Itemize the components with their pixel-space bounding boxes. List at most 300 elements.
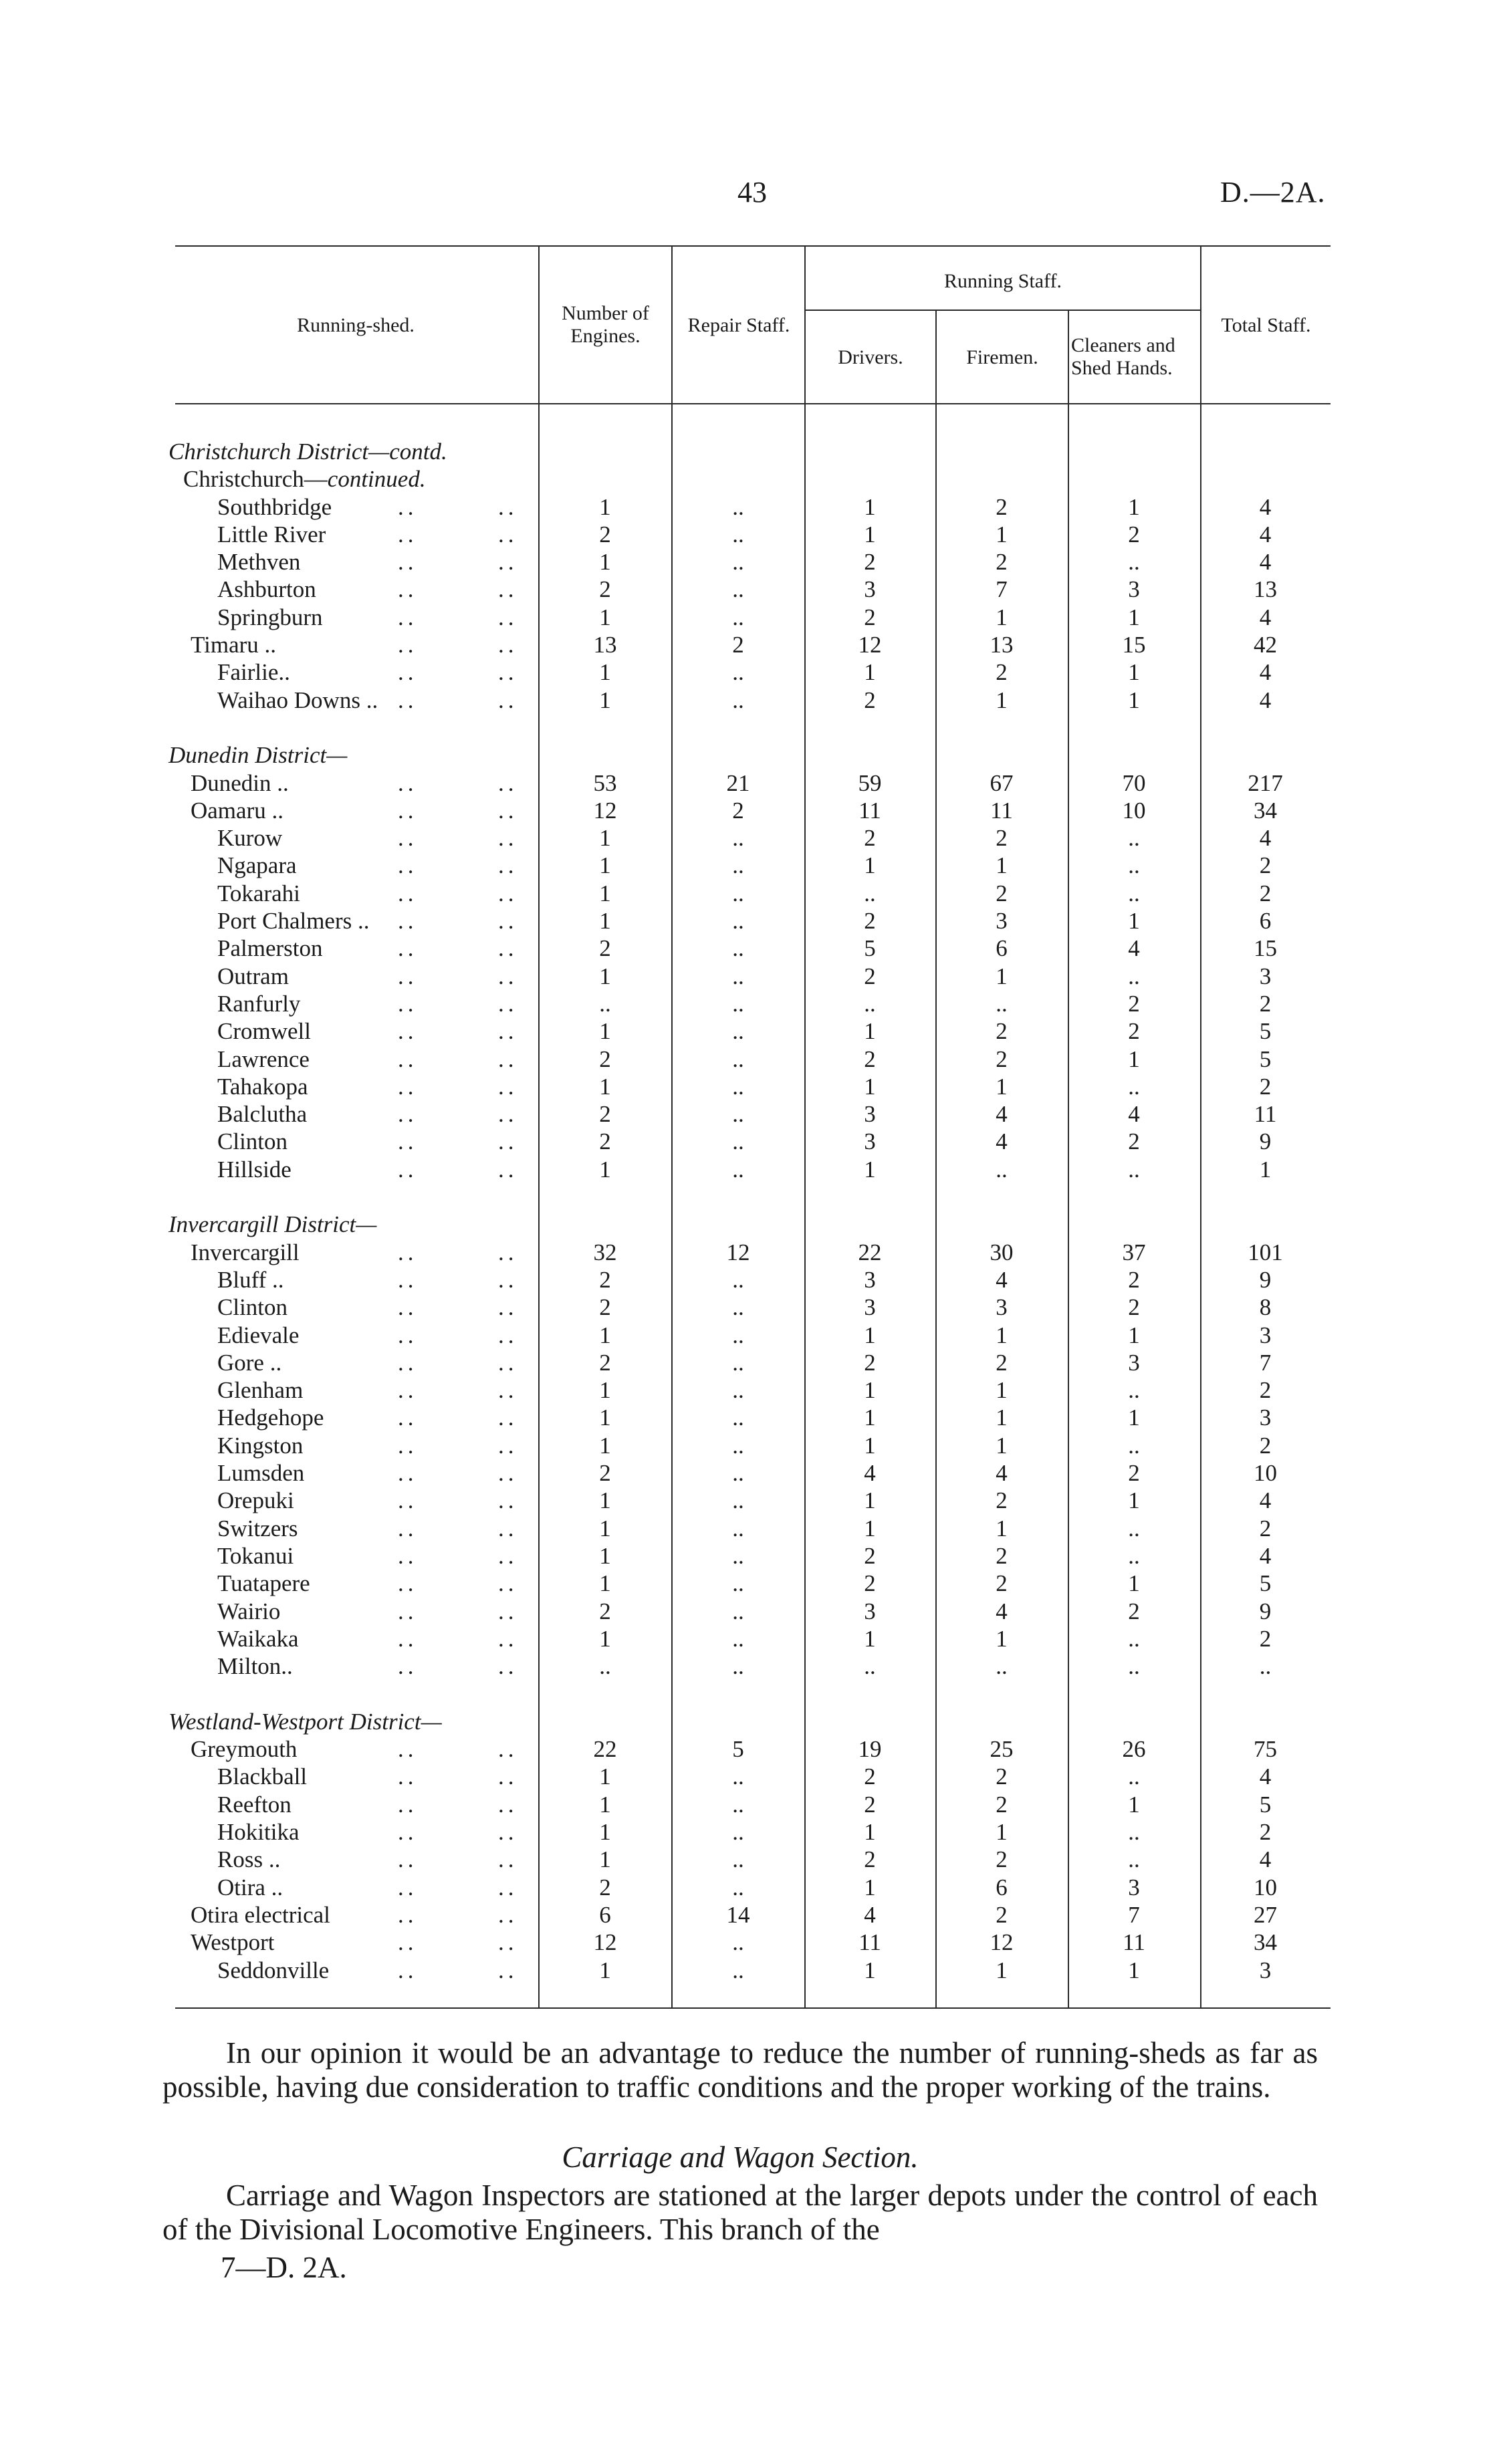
repair-cell: ..	[732, 1487, 744, 1513]
total-cell: 15	[1254, 935, 1277, 961]
drivers-cell: 59	[858, 770, 882, 796]
firemen-cell: 7	[996, 576, 1008, 602]
table-row	[0, 1874, 1501, 1901]
header-bottom-rule	[175, 403, 1331, 404]
total-cell: 9	[1259, 1598, 1272, 1624]
total-cell: 4	[1259, 1487, 1272, 1513]
cleaners-cell: 2	[1128, 1460, 1140, 1486]
leader-dots: ..	[398, 1377, 418, 1403]
cleaners-cell: 2	[1128, 1294, 1140, 1320]
total-cell: 3	[1259, 1957, 1272, 1983]
total-cell: 11	[1254, 1101, 1277, 1127]
total-cell: 34	[1254, 1929, 1277, 1955]
firemen-cell: 2	[996, 659, 1008, 685]
table-row	[0, 493, 1501, 521]
leader-dots: ..	[498, 991, 518, 1017]
engines-cell: 22	[593, 1736, 617, 1762]
engines-cell: 1	[599, 1018, 611, 1044]
running-shed-name: Bluff ..	[217, 1267, 284, 1293]
leader-dots: ..	[398, 1846, 418, 1872]
firemen-cell: 2	[996, 1570, 1008, 1596]
engines-cell: 2	[599, 1598, 611, 1624]
table-row	[0, 1322, 1501, 1349]
running-shed-name: Ashburton	[217, 576, 316, 602]
running-shed-name: Methven	[217, 549, 301, 575]
drivers-cell: 1	[864, 1957, 876, 1983]
total-cell: 2	[1259, 1377, 1272, 1403]
repair-cell: 2	[732, 797, 744, 824]
total-cell: 6	[1259, 908, 1272, 934]
table-row	[0, 1266, 1501, 1293]
table-row	[0, 1929, 1501, 1956]
drivers-cell: 2	[864, 1046, 876, 1072]
drivers-cell: 1	[864, 1404, 876, 1431]
engines-cell: 1	[599, 908, 611, 934]
district-heading-row	[0, 1708, 1501, 1735]
firemen-cell: 2	[996, 825, 1008, 851]
firemen-cell: 1	[996, 1404, 1008, 1431]
total-cell: 9	[1259, 1267, 1272, 1293]
firemen-cell: 4	[996, 1128, 1008, 1154]
repair-cell: ..	[732, 852, 744, 878]
engines-cell: 2	[599, 521, 611, 547]
engines-cell: 1	[599, 1792, 611, 1818]
leader-dots: ..	[398, 1046, 418, 1072]
total-cell: 2	[1259, 852, 1272, 878]
total-cell: 3	[1259, 963, 1272, 989]
drivers-cell: 1	[864, 659, 876, 685]
sub-district-name: Christchurch—	[183, 466, 328, 492]
leader-dots: ..	[498, 1957, 518, 1983]
engines-cell: 1	[599, 687, 611, 713]
engines-cell: 2	[599, 576, 611, 602]
drivers-cell: 3	[864, 576, 876, 602]
table-row	[0, 1957, 1501, 1984]
leader-dots: ..	[498, 659, 518, 685]
running-shed-name: Hedgehope	[217, 1404, 324, 1431]
leader-dots: ..	[398, 659, 418, 685]
firemen-cell: 1	[996, 1433, 1008, 1459]
header-drivers: Drivers.	[838, 346, 903, 368]
drivers-cell: 11	[858, 797, 881, 824]
drivers-cell: 2	[864, 1763, 876, 1790]
table-row	[0, 1846, 1501, 1873]
drivers-cell: 1	[864, 1018, 876, 1044]
drivers-cell: 1	[864, 1626, 876, 1652]
header-firemen: Firemen.	[966, 346, 1038, 368]
firemen-cell: 2	[996, 1018, 1008, 1044]
repair-cell: ..	[732, 576, 744, 602]
drivers-cell: 1	[864, 1819, 876, 1845]
drivers-cell: 3	[864, 1598, 876, 1624]
leader-dots: ..	[398, 1074, 418, 1100]
leader-dots: ..	[498, 1322, 518, 1348]
drivers-cell: 2	[864, 825, 876, 851]
leader-dots: ..	[398, 797, 418, 824]
leader-dots: ..	[398, 1433, 418, 1459]
leader-dots: ..	[398, 1957, 418, 1983]
drivers-cell: 3	[864, 1101, 876, 1127]
leader-dots: ..	[398, 1543, 418, 1569]
repair-cell: ..	[732, 1929, 744, 1955]
firemen-cell: 1	[996, 1819, 1008, 1845]
leader-dots: ..	[498, 1377, 518, 1403]
repair-cell: ..	[732, 1377, 744, 1403]
leader-dots: ..	[498, 825, 518, 851]
table-row	[0, 935, 1501, 962]
repair-cell: ..	[732, 1819, 744, 1845]
leader-dots: ..	[498, 1267, 518, 1293]
cleaners-cell: 11	[1123, 1929, 1145, 1955]
running-shed-name: Otira electrical	[191, 1902, 330, 1928]
table-row	[0, 1901, 1501, 1929]
cleaners-cell: 7	[1128, 1902, 1140, 1928]
leader-dots: ..	[498, 770, 518, 796]
total-cell: 2	[1259, 1819, 1272, 1845]
drivers-cell: 4	[864, 1902, 876, 1928]
firemen-cell: 2	[996, 494, 1008, 520]
paragraph-text: Carriage and Wagon Inspectors are stationed at the larger depots under the control of each of the Divisional Locomotive Engineers. This branch of the	[162, 2179, 1318, 2246]
drivers-cell: ..	[864, 880, 876, 906]
firemen-cell: 1	[996, 1515, 1008, 1542]
running-shed-name: Tahakopa	[217, 1074, 308, 1100]
drivers-cell: ..	[864, 991, 876, 1017]
leader-dots: ..	[398, 770, 418, 796]
firemen-cell: 1	[996, 963, 1008, 989]
running-staff-rule	[806, 310, 1200, 311]
drivers-cell: 22	[858, 1239, 882, 1265]
leader-dots: ..	[498, 1846, 518, 1872]
engines-cell: 2	[599, 1267, 611, 1293]
engines-cell: 1	[599, 1404, 611, 1431]
total-cell: 217	[1248, 770, 1283, 796]
running-shed-name: Seddonville	[217, 1957, 330, 1983]
table-row	[0, 1625, 1501, 1652]
cleaners-cell: ..	[1128, 1074, 1140, 1100]
drivers-cell: 4	[864, 1460, 876, 1486]
cleaners-cell: ..	[1128, 1626, 1140, 1652]
total-cell: 5	[1259, 1046, 1272, 1072]
repair-cell: ..	[732, 1128, 744, 1154]
cleaners-cell: 2	[1128, 991, 1140, 1017]
running-shed-name: Waihao Downs ..	[217, 687, 378, 713]
repair-cell: ..	[732, 963, 744, 989]
cleaners-cell: 10	[1122, 797, 1146, 824]
engines-cell: 1	[599, 825, 611, 851]
firemen-cell: 11	[990, 797, 1013, 824]
total-cell: 10	[1254, 1874, 1277, 1900]
drivers-cell: 19	[858, 1736, 882, 1762]
running-shed-name: Palmerston	[217, 935, 323, 961]
engines-cell: 2	[599, 1874, 611, 1900]
total-cell: 27	[1254, 1902, 1277, 1928]
leader-dots: ..	[498, 1515, 518, 1542]
table-row	[0, 604, 1501, 631]
engines-cell: 1	[599, 604, 611, 630]
cleaners-cell: 4	[1128, 1101, 1140, 1127]
repair-cell: ..	[732, 825, 744, 851]
table-row	[0, 990, 1501, 1017]
running-shed-name: Hillside	[217, 1156, 292, 1183]
page-number: 43	[737, 176, 767, 209]
firemen-cell: 1	[996, 521, 1008, 547]
leader-dots: ..	[398, 1626, 418, 1652]
engines-cell: 2	[599, 1128, 611, 1154]
engines-cell: ..	[599, 991, 611, 1017]
drivers-cell: 1	[864, 1515, 876, 1542]
cleaners-cell: 1	[1128, 1792, 1140, 1818]
engines-cell: 1	[599, 1957, 611, 1983]
running-shed-name: Tuatapere	[217, 1570, 310, 1596]
leader-dots: ..	[398, 825, 418, 851]
drivers-cell: 2	[864, 963, 876, 989]
drivers-cell: 1	[864, 1156, 876, 1183]
engines-cell: 1	[599, 963, 611, 989]
cleaners-cell: ..	[1128, 1846, 1140, 1872]
total-cell: 3	[1259, 1404, 1272, 1431]
table-row	[0, 521, 1501, 548]
leader-dots: ..	[398, 1267, 418, 1293]
firemen-cell: 1	[996, 1377, 1008, 1403]
firemen-cell: 1	[996, 1074, 1008, 1100]
running-shed-name: Switzers	[217, 1515, 298, 1542]
repair-cell: ..	[732, 991, 744, 1017]
table-row	[0, 631, 1501, 658]
engines-cell: 2	[599, 1460, 611, 1486]
leader-dots: ..	[398, 1515, 418, 1542]
engines-cell: 12	[593, 797, 617, 824]
table-row	[0, 824, 1501, 852]
leader-dots: ..	[398, 1792, 418, 1818]
table-row	[0, 880, 1501, 907]
running-shed-name: Milton..	[217, 1653, 293, 1679]
drivers-cell: 2	[864, 1543, 876, 1569]
table-row	[0, 1293, 1501, 1321]
leader-dots: ..	[498, 1902, 518, 1928]
total-cell: 10	[1254, 1460, 1277, 1486]
repair-cell: ..	[732, 1350, 744, 1376]
leader-dots: ..	[498, 576, 518, 602]
document-reference: D.—2A.	[1220, 176, 1326, 209]
table-row	[0, 576, 1501, 603]
engines-cell: 1	[599, 1074, 611, 1100]
cleaners-cell: 3	[1128, 1350, 1140, 1376]
cleaners-cell: ..	[1128, 1819, 1140, 1845]
leader-dots: ..	[398, 687, 418, 713]
running-shed-name: Reefton	[217, 1792, 292, 1818]
engines-cell: 1	[599, 1487, 611, 1513]
total-cell: 4	[1259, 604, 1272, 630]
firemen-cell: 2	[996, 1846, 1008, 1872]
engines-cell: 1	[599, 1626, 611, 1652]
drivers-cell: 2	[864, 1792, 876, 1818]
cleaners-cell: 4	[1128, 935, 1140, 961]
running-shed-name: Clinton	[217, 1128, 288, 1154]
firemen-cell: 4	[996, 1460, 1008, 1486]
running-shed-name: Hokitika	[217, 1819, 300, 1845]
leader-dots: ..	[398, 632, 418, 658]
repair-cell: ..	[732, 1543, 744, 1569]
repair-cell: ..	[732, 1101, 744, 1127]
cleaners-cell: ..	[1128, 963, 1140, 989]
cleaners-cell: ..	[1128, 1763, 1140, 1790]
table-row	[0, 963, 1501, 990]
repair-cell: ..	[732, 1074, 744, 1100]
table-row	[0, 1570, 1501, 1597]
leader-dots: ..	[398, 576, 418, 602]
table-row	[0, 1404, 1501, 1431]
running-shed-name: Ngapara	[217, 852, 297, 878]
firemen-cell: 67	[990, 770, 1014, 796]
table-row	[0, 1763, 1501, 1790]
firemen-cell: 1	[996, 852, 1008, 878]
leader-dots: ..	[398, 1322, 418, 1348]
cleaners-cell: 1	[1128, 1046, 1140, 1072]
leader-dots: ..	[398, 1128, 418, 1154]
signature-mark: 7—D. 2A.	[221, 2251, 347, 2284]
header-running-staff: Running Staff.	[943, 270, 1062, 292]
repair-cell: ..	[732, 494, 744, 520]
repair-cell: ..	[732, 1792, 744, 1818]
firemen-cell: ..	[996, 991, 1008, 1017]
cleaners-cell: 15	[1122, 632, 1146, 658]
table-row	[0, 1073, 1501, 1100]
leader-dots: ..	[498, 1487, 518, 1513]
engines-cell: 1	[599, 1377, 611, 1403]
repair-cell: ..	[732, 1046, 744, 1072]
cleaners-cell: 1	[1128, 1570, 1140, 1596]
leader-dots: ..	[398, 1570, 418, 1596]
leader-dots: ..	[398, 1736, 418, 1762]
header-number-of-engines: Number of Engines.	[562, 302, 649, 347]
leader-dots: ..	[498, 494, 518, 520]
total-cell: 5	[1259, 1570, 1272, 1596]
running-shed-name: Wairio	[217, 1598, 281, 1624]
running-shed-name: Cromwell	[217, 1018, 311, 1044]
table-bottom-rule	[175, 2007, 1331, 2009]
cleaners-cell: 2	[1128, 1128, 1140, 1154]
table-row	[0, 1652, 1501, 1680]
cleaners-cell: ..	[1128, 1515, 1140, 1542]
leader-dots: ..	[498, 1046, 518, 1072]
drivers-cell: 1	[864, 521, 876, 547]
repair-cell: ..	[732, 1598, 744, 1624]
running-shed-name: Westland-Westport District—	[168, 1709, 442, 1735]
running-shed-name: Port Chalmers ..	[217, 908, 370, 934]
repair-cell: ..	[732, 1433, 744, 1459]
total-cell: 4	[1259, 521, 1272, 547]
repair-cell: ..	[732, 1322, 744, 1348]
repair-cell: ..	[732, 1294, 744, 1320]
leader-dots: ..	[398, 1239, 418, 1265]
leader-dots: ..	[498, 549, 518, 575]
running-shed-name: Fairlie..	[217, 659, 290, 685]
leader-dots: ..	[498, 1819, 518, 1845]
leader-dots: ..	[498, 1156, 518, 1183]
table-row	[0, 1487, 1501, 1514]
firemen-cell: 2	[996, 549, 1008, 575]
drivers-cell: 1	[864, 494, 876, 520]
running-shed-name: Waikaka	[217, 1626, 299, 1652]
leader-dots: ..	[498, 880, 518, 906]
firemen-cell: 2	[996, 1487, 1008, 1513]
leader-dots: ..	[498, 687, 518, 713]
table-row	[0, 1376, 1501, 1404]
cleaners-cell: 2	[1128, 1267, 1140, 1293]
leader-dots: ..	[498, 908, 518, 934]
engines-cell: 2	[599, 1294, 611, 1320]
table-row	[0, 1156, 1501, 1183]
drivers-cell: 11	[858, 1929, 881, 1955]
total-cell: 2	[1259, 1515, 1272, 1542]
total-cell: 4	[1259, 494, 1272, 520]
leader-dots: ..	[498, 797, 518, 824]
total-cell: 7	[1259, 1350, 1272, 1376]
running-shed-name: Timaru ..	[191, 632, 277, 658]
table-row	[0, 769, 1501, 797]
drivers-cell: 2	[864, 549, 876, 575]
cleaners-cell: 1	[1128, 908, 1140, 934]
running-shed-name: Otira ..	[217, 1874, 283, 1900]
firemen-cell: 2	[996, 1792, 1008, 1818]
leader-dots: ..	[398, 880, 418, 906]
leader-dots: ..	[498, 1792, 518, 1818]
district-heading-row	[0, 741, 1501, 769]
cleaners-cell: 70	[1122, 770, 1146, 796]
repair-cell: ..	[732, 1018, 744, 1044]
drivers-cell: 1	[864, 1487, 876, 1513]
total-cell: 4	[1259, 1763, 1272, 1790]
leader-dots: ..	[498, 1653, 518, 1679]
leader-dots: ..	[498, 1239, 518, 1265]
engines-cell: 2	[599, 1046, 611, 1072]
engines-cell: 2	[599, 1350, 611, 1376]
engines-cell: 1	[599, 1322, 611, 1348]
total-cell: 5	[1259, 1792, 1272, 1818]
firemen-cell: 1	[996, 687, 1008, 713]
firemen-cell: 4	[996, 1101, 1008, 1127]
running-shed-name: Invercargill District—	[168, 1211, 377, 1237]
leader-dots: ..	[498, 1018, 518, 1044]
table-row	[0, 1542, 1501, 1570]
total-cell: 75	[1254, 1736, 1277, 1762]
running-shed-name: Oamaru ..	[191, 797, 283, 824]
leader-dots: ..	[498, 935, 518, 961]
leader-dots: ..	[398, 1294, 418, 1320]
total-cell: 101	[1248, 1239, 1283, 1265]
repair-cell: ..	[732, 1460, 744, 1486]
cleaners-cell: 3	[1128, 1874, 1140, 1900]
leader-dots: ..	[498, 604, 518, 630]
leader-dots: ..	[498, 1404, 518, 1431]
repair-cell: 12	[726, 1239, 750, 1265]
repair-cell: ..	[732, 1874, 744, 1900]
table-row	[0, 852, 1501, 879]
engines-cell: 1	[599, 1819, 611, 1845]
leader-dots: ..	[498, 1570, 518, 1596]
district-heading-row	[0, 438, 1501, 465]
repair-cell: ..	[732, 521, 744, 547]
running-shed-name: Lumsden	[217, 1460, 305, 1486]
drivers-cell: 2	[864, 687, 876, 713]
drivers-cell: 1	[864, 1377, 876, 1403]
firemen-cell: 1	[996, 1322, 1008, 1348]
total-cell: ..	[1259, 1653, 1272, 1679]
table-row	[0, 1432, 1501, 1459]
firemen-cell: 1	[996, 604, 1008, 630]
total-cell: 2	[1259, 1433, 1272, 1459]
running-shed-name: Ranfurly	[217, 991, 301, 1017]
